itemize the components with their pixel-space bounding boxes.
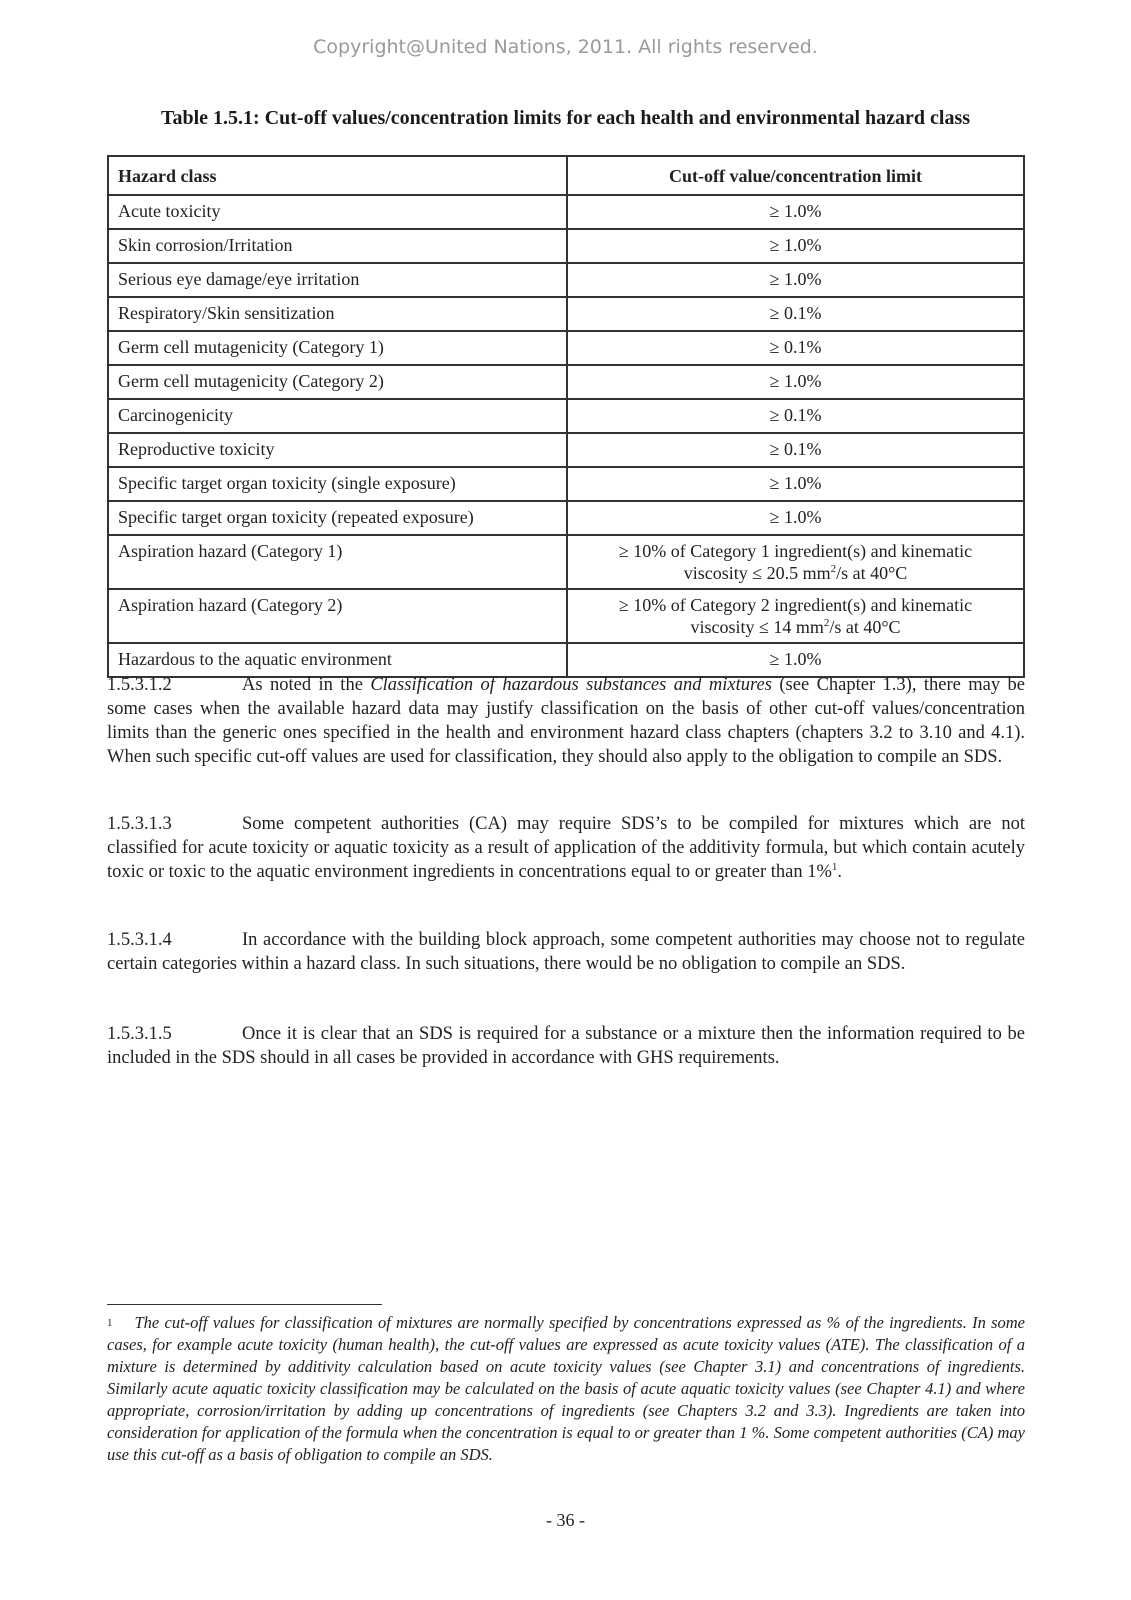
hazard-cell: Specific target organ toxicity (single exposure) [108, 467, 567, 501]
table-row [108, 535, 1024, 589]
table-row [108, 501, 1024, 535]
table-row [108, 263, 1024, 297]
limit-line-2-end: /s at 40°C [829, 617, 901, 637]
superscript: 2 [823, 617, 830, 629]
hazard-cell: Hazardous to the aquatic environment [108, 643, 567, 677]
paragraph-text: Some competent authorities (CA) may require SDS’s to be compiled for mixtures which are not classified for acute toxicity or aquatic toxicity as a result of application of the additivity formula, but which contain acutely toxic or toxic to the aquatic environment ingredients in concentrations equal to or greater than 1% [107, 814, 1025, 882]
limit-cell: ≥ 0.1% [567, 399, 1024, 433]
paragraph-text: As noted in the [242, 675, 371, 695]
table-row [108, 399, 1024, 433]
hazard-cell: Skin corrosion/Irritation [108, 229, 567, 263]
table-header-row [108, 156, 1024, 195]
italic-title: Classification of hazardous substances and mixtures [370, 675, 772, 695]
limit-cell [567, 535, 1024, 589]
hazard-cell: Specific target organ toxicity (repeated exposure) [108, 501, 567, 535]
paragraph-number: 1.5.3.1.3 [107, 814, 172, 834]
limit-line-2: viscosity ≤ 14 mm [690, 617, 824, 637]
paragraph-text: Once it is clear that an SDS is required for a substance or a mixture then the information required to be included in the SDS should in all cases be provided in accordance with GHS requirements. [107, 1024, 1025, 1068]
paragraph-number: 1.5.3.1.4 [107, 930, 172, 950]
table-row [108, 467, 1024, 501]
table-row [108, 297, 1024, 331]
paragraph-1-5-3-1-4 [107, 928, 1025, 976]
hazard-cell: Acute toxicity [108, 195, 567, 229]
table-row [108, 643, 1024, 677]
limit-cell: ≥ 0.1% [567, 297, 1024, 331]
hazard-cell: Reproductive toxicity [108, 433, 567, 467]
superscript: 2 [830, 563, 837, 575]
table-row [108, 589, 1024, 643]
limit-cell: ≥ 0.1% [567, 433, 1024, 467]
hazard-cell: Serious eye damage/eye irritation [108, 263, 567, 297]
limit-cell: ≥ 0.1% [567, 331, 1024, 365]
paragraph-text: In accordance with the building block approach, some competent authorities may choose not to regulate certain categories within a hazard class. In such situations, there would be no obligation to compile an SDS. [107, 930, 1025, 974]
table-row [108, 433, 1024, 467]
hazard-cell: Germ cell mutagenicity (Category 1) [108, 331, 567, 365]
paragraph-1-5-3-1-2 [107, 673, 1025, 769]
table-row [108, 365, 1024, 399]
header-hazard-class: Hazard class [108, 156, 567, 195]
hazard-cell: Carcinogenicity [108, 399, 567, 433]
paragraph-number: 1.5.3.1.2 [107, 675, 172, 695]
limit-cell: ≥ 1.0% [567, 263, 1024, 297]
hazard-cell: Respiratory/Skin sensitization [108, 297, 567, 331]
limit-cell: ≥ 1.0% [567, 643, 1024, 677]
limit-cell [567, 589, 1024, 643]
footnote-text: The cut-off values for classification of mixtures are normally specified by concentrations expressed as % of the ingredients. In some cases, for example acute toxicity (human health), the cut-off values are expressed as acute toxicity values (ATE). The classification of a mixture is determined by additivity calculation based on acute toxicity values (see Chapter 3.1) and concentrations of ingredients. Similarly acute aquatic toxicity classification may be calculated on the basis of acute aquatic toxicity values (see Chapter 4.1) and where appropriate, corrosion/irritation by adding up concentrations of ingredients (see Chapters 3.2 and 3.3). Ingredients are taken into consideration for application of the formula when the concentration is equal to or greater than 1 %. Some competent authorities (CA) may use this cut-off as a basis of obligation to compile an SDS. [107, 1313, 1025, 1464]
paragraph-1-5-3-1-5 [107, 1022, 1025, 1070]
header-cutoff-limit: Cut-off value/concentration limit [567, 156, 1024, 195]
limit-cell: ≥ 1.0% [567, 365, 1024, 399]
hazard-cell: Aspiration hazard (Category 2) [108, 589, 567, 643]
table-title: Table 1.5.1: Cut-off values/concentration limits for each health and environmental hazard class [160, 107, 971, 129]
limit-cell: ≥ 1.0% [567, 467, 1024, 501]
paragraph-text-cont: (see Chapter 1.3), there may be some cases when the available hazard data may justify classification on the basis of other cut-off values/concentration limits than the generic ones specified in the health and environment hazard class chapters (chapters 3.2 to 3.10 and 4.1). When such specific cut-off values are used for classification, they should also apply to the obligation to compile an SDS. [107, 675, 1026, 767]
footnote [107, 1312, 1025, 1466]
hazard-cell: Germ cell mutagenicity (Category 2) [108, 365, 567, 399]
limit-line-2-end: /s at 40°C [836, 563, 908, 583]
page-number: - 36 - [546, 1510, 585, 1530]
limit-cell: ≥ 1.0% [567, 229, 1024, 263]
limit-line-1: ≥ 10% of Category 2 ingredient(s) and kinematic [618, 595, 973, 615]
limit-line-1: ≥ 10% of Category 1 ingredient(s) and kinematic [618, 541, 973, 561]
paragraph-number: 1.5.3.1.5 [107, 1024, 172, 1044]
paragraph-end: . [837, 862, 842, 882]
table-row [108, 331, 1024, 365]
footnote-divider [107, 1304, 382, 1305]
limit-cell: ≥ 1.0% [567, 195, 1024, 229]
hazard-table [107, 155, 1025, 678]
limit-line-2: viscosity ≤ 20.5 mm [683, 563, 831, 583]
copyright-watermark: Copyright@United Nations, 2011. All rights reserved. [313, 36, 818, 58]
footnote-mark: 1 [107, 1317, 113, 1329]
limit-cell: ≥ 1.0% [567, 501, 1024, 535]
paragraph-1-5-3-1-3 [107, 812, 1025, 884]
footnote-reference[interactable]: 1 [831, 860, 838, 873]
table-row [108, 229, 1024, 263]
table-row [108, 195, 1024, 229]
hazard-cell: Aspiration hazard (Category 1) [108, 535, 567, 589]
